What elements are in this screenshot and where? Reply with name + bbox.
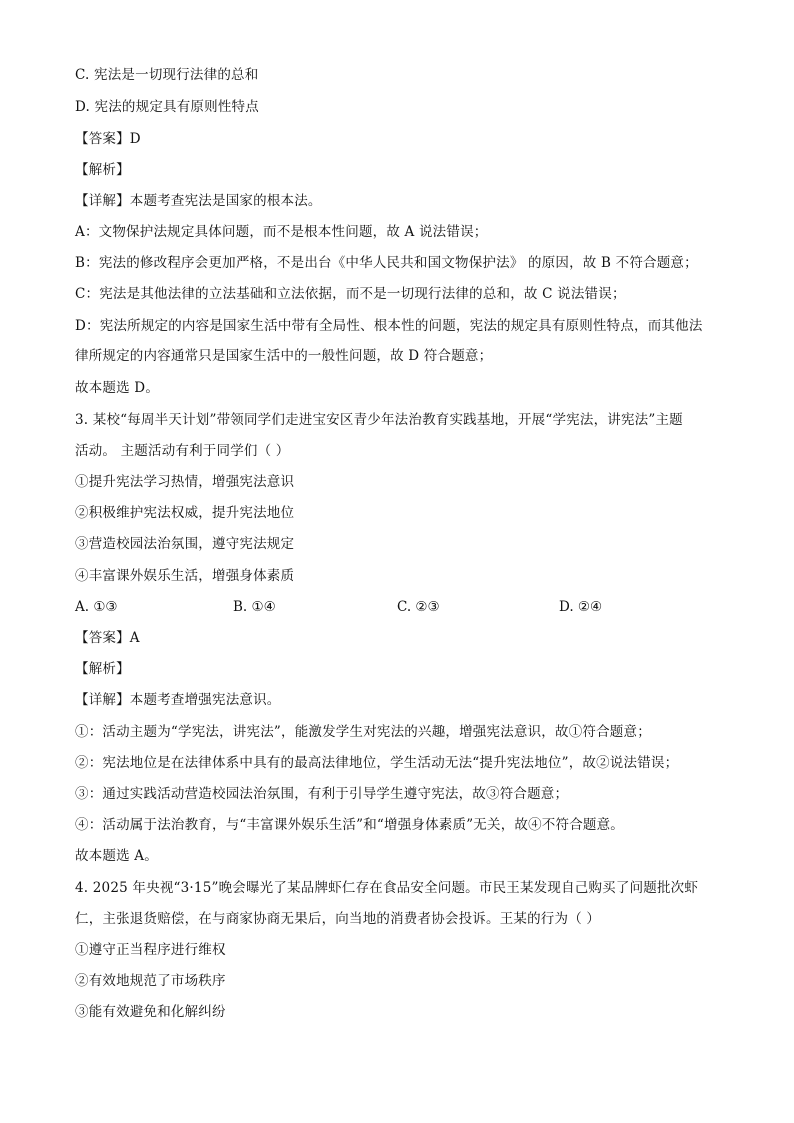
q2-explain-a: A：文物保护法规定具体问题，而不是根本性问题，故 A 说法错误； — [75, 224, 488, 240]
q2-conclusion: 故本题选 D。 — [75, 380, 160, 396]
q3-item-1: ①提升宪法学习热情，增强宪法意识 — [75, 474, 295, 490]
q2-explain-c: C：宪法是其他法律的立法基础和立法依据，而不是一切现行法律的总和，故 C 说法错误； — [75, 286, 626, 302]
q3-detail: 【详解】本题考查增强宪法意识。 — [75, 692, 281, 708]
q2-explain-d-line2: 律所规定的内容通常只是国家生活中的一般性问题，故 D 符合题意； — [75, 348, 493, 364]
q4-stem-line1: 4. 2025 年央视“3·15”晚会曝光了某品牌虾仁存在食品安全问题。市民王某发现自己购买了问题批次虾 — [75, 880, 699, 896]
q3-explain-4: ④：活动属于法治教育，与“丰富课外娱乐生活”和“增强身体素质”无关，故④不符合题意。 — [75, 817, 625, 833]
q4-item-2: ②有效地规范了市场秩序 — [75, 973, 226, 989]
q3-choice-d: D. ②④ — [559, 599, 603, 615]
q3-item-4: ④丰富课外娱乐生活，增强身体素质 — [75, 568, 295, 584]
q3-choice-b: B. ①④ — [233, 599, 276, 615]
q2-explain-b: B：宪法的修改程序会更加严格，不是出台《中华人民共和国文物保护法》 的原因，故 B 不符合题意； — [75, 255, 698, 271]
q3-analysis-label: 【解析】 — [75, 661, 130, 677]
q3-stem-line1: 3. 某校“每周半天计划”带领同学们走进宝安区青少年法治教育实践基地，开展“学宪法，讲宪法”主题 — [75, 412, 683, 428]
q3-explain-2: ②：宪法地位是在法律体系中具有的最高法律地位，学生活动无法“提升宪法地位”，故②说法错误； — [75, 755, 679, 771]
q3-item-3: ③营造校园法治氛围，遵守宪法规定 — [75, 536, 295, 552]
q4-stem-line2: 仁，主张退货赔偿，在与商家协商无果后，向当地的消费者协会投诉。王某的行为（ ） — [75, 911, 601, 927]
q2-explain-d-line1: D：宪法所规定的内容是国家生活中带有全局性、根本性的问题，宪法的规定具有原则性特点，而其他法 — [75, 318, 703, 334]
q4-item-1: ①遵守正当程序进行维权 — [75, 942, 226, 958]
q2-answer: 【答案】D — [75, 131, 141, 147]
q3-choice-a: A. ①③ — [75, 599, 118, 615]
q3-explain-3: ③：通过实践活动营造校园法治氛围，有利于引导学生遵守宪法，故③符合题意； — [75, 786, 569, 802]
q3-conclusion: 故本题选 A。 — [75, 848, 158, 864]
q3-answer: 【答案】A — [75, 630, 140, 646]
q3-choice-c: C. ②③ — [397, 599, 440, 615]
q3-stem-line2: 活动。 主题活动有利于同学们（ ） — [75, 443, 290, 459]
q3-item-2: ②积极维护宪法权威，提升宪法地位 — [75, 505, 295, 521]
q2-option-c: C. 宪法是一切现行法律的总和 — [75, 67, 259, 83]
q2-option-d: D. 宪法的规定具有原则性特点 — [75, 99, 259, 115]
q4-item-3: ③能有效避免和化解纠纷 — [75, 1004, 226, 1020]
q2-detail: 【详解】本题考查宪法是国家的根本法。 — [75, 193, 322, 209]
q3-explain-1: ①：活动主题为“学宪法，讲宪法”，能激发学生对宪法的兴趣，增强宪法意识，故①符合题意； — [75, 724, 651, 740]
q2-analysis-label: 【解析】 — [75, 162, 130, 178]
